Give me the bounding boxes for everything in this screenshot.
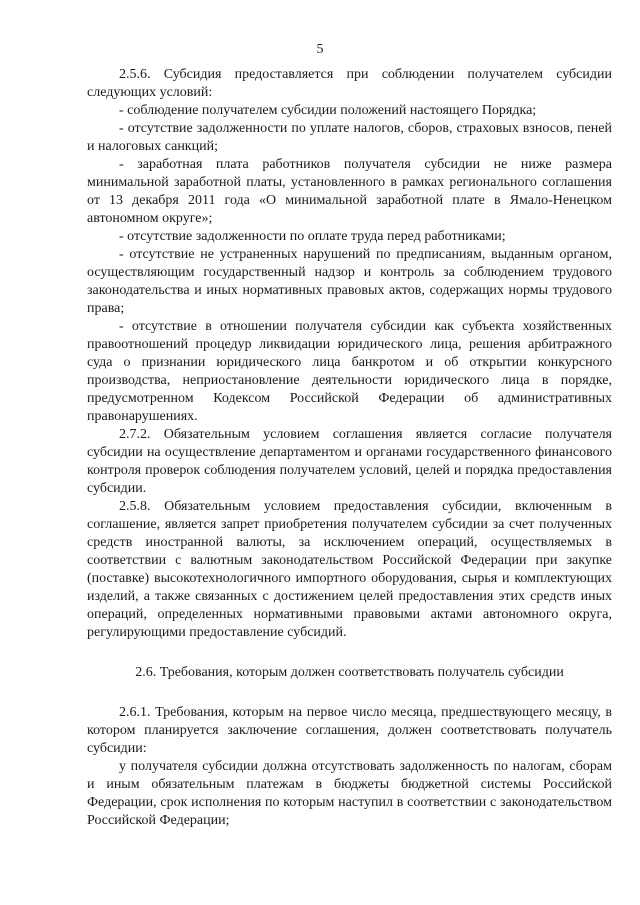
requirement-no-budget-debt: у получателя субсидии должна отсутствовать задолженность по налогам, сборам и иным обязательным платежам в бюджеты бюджетной системы Российской Федерации, срок исполнения по которым наступил в соответствии с законодательством Российской Федерации; xyxy=(87,759,612,828)
page-number: 5 xyxy=(316,42,324,57)
paragraph-2-5-6: 2.5.6. Субсидия предоставляется при соблюдении получателем субсидии следующих условий: xyxy=(87,67,612,100)
condition-no-wage-debt: - отсутствие задолженности по оплате труда перед работниками; xyxy=(119,229,506,244)
paragraph-2-6-1: 2.6.1. Требования, которым на первое число месяца, предшествующего месяцу, в котором планируется заключение соглашения, должен соответствовать получатель субсидии: xyxy=(87,705,612,756)
condition-compliance: - соблюдение получателем субсидии положений настоящего Порядка; xyxy=(119,103,537,118)
condition-no-violations: - отсутствие не устраненных нарушений по предписаниям, выданным органом, осуществляющим государственный надзор и контроль за соблюдением трудового законодательства и иных нормативных правовых актов, содержащих нормы трудового права; xyxy=(87,247,612,316)
condition-no-liquidation: - отсутствие в отношении получателя субсидии как субъекта хозяйственных правоотношений процедур ликвидации юридического лица, решения арбитражного суда о признании юридического лица банкротом и об открытии конкурсного производства, неприостановление деятельности юридического лица в порядке, предусмотренном Кодексом Российской Федерации об административных правонарушениях. xyxy=(87,319,612,424)
condition-no-tax-debt: - отсутствие задолженности по уплате налогов, сборов, страховых взносов, пеней и налоговых санкций; xyxy=(87,121,612,154)
condition-min-wage: - заработная плата работников получателя субсидии не ниже размера минимальной заработной платы, установленного в рамках регионального соглашения от 13 декабря 2011 года «О минимальной заработной плате в Ямало-Ненецком автономном округе»; xyxy=(87,157,612,226)
document-body xyxy=(87,66,612,830)
paragraph-2-5-8: 2.5.8. Обязательным условием предоставления субсидии, включенным в соглашение, является запрет приобретения получателем субсидии за счет полученных средств иностранной валюты, за исключением операций, осуществляемых в соответствии с валютным законодательством Российской Федерации при закупке (поставке) высокотехнологичного импортного оборудования, сырья и комплектующих изделий, а также связанных с достижением целей предоставления этих средств иных операций, определенных нормативными правовыми актами автономного округа, регулирующими предоставление субсидий. xyxy=(87,499,612,640)
section-heading-2-6: 2.6. Требования, которым должен соответствовать получатель субсидии xyxy=(135,665,564,680)
paragraph-2-7-2: 2.7.2. Обязательным условием соглашения является согласие получателя субсидии на осуществление департаментом и органами государственного финансового контроля проверок соблюдения получателем условий, целей и порядка предоставления субсидии. xyxy=(87,427,612,496)
